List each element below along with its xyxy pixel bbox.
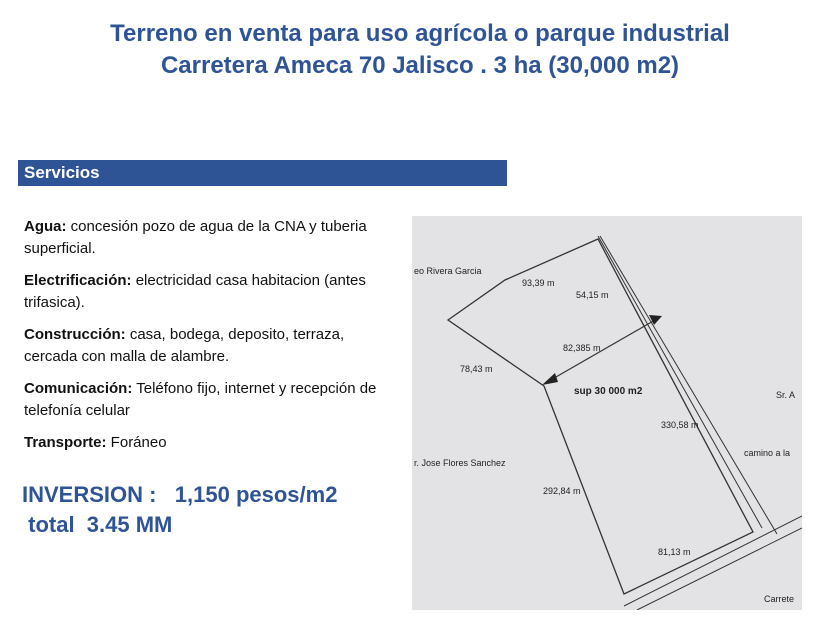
service-transporte bbox=[24, 432, 394, 454]
dimension-left: 292,84 m bbox=[543, 486, 581, 496]
service-electrificacion bbox=[24, 270, 394, 314]
service-text: electricidad casa habitacion (antes trifasica). bbox=[24, 272, 366, 311]
service-text: Foráneo bbox=[106, 434, 167, 451]
investment-total: total 3.45 MM bbox=[22, 512, 173, 537]
dimension-left-upper: 78,43 m bbox=[460, 364, 493, 374]
dimension-top: 93,39 m bbox=[522, 278, 555, 288]
arrow-head bbox=[649, 315, 662, 325]
dimension-top-right: 54,15 m bbox=[576, 290, 609, 300]
title-line-2: Carretera Ameca 70 Jalisco . 3 ha (30,000 m2) bbox=[160, 52, 680, 79]
bottom-road-label: Carrete bbox=[764, 594, 795, 604]
service-text: Teléfono fijo, internet y recepción de telefonía celular bbox=[24, 380, 377, 419]
property-plan-image bbox=[412, 216, 802, 610]
service-agua bbox=[24, 216, 394, 260]
neighbor-left-label: r. Jose Flores Sanchez bbox=[414, 458, 506, 468]
title-line-1: Terreno en venta para uso agrícola o parque industrial bbox=[110, 20, 730, 47]
page-title bbox=[0, 18, 840, 82]
dimension-bottom: 81,13 m bbox=[658, 547, 691, 557]
investment-price: INVERSION : 1,150 pesos/m2 bbox=[22, 482, 338, 507]
service-label: Electrificación: bbox=[24, 272, 132, 289]
service-label: Agua: bbox=[24, 218, 67, 235]
service-construccion bbox=[24, 324, 394, 368]
section-header-servicios: Servicios bbox=[18, 160, 507, 186]
service-label: Transporte: bbox=[24, 434, 107, 451]
services-list bbox=[24, 216, 394, 464]
service-label: Construcción: bbox=[24, 326, 126, 343]
road-line bbox=[598, 236, 762, 528]
neighbor-top-label: eo Rivera Garcia bbox=[414, 266, 482, 276]
service-label: Comunicación: bbox=[24, 380, 133, 397]
neighbor-right-label: Sr. A bbox=[776, 390, 796, 400]
service-comunicacion bbox=[24, 378, 394, 422]
dimension-right: 330,58 m bbox=[661, 420, 699, 430]
dimension-diagonal: 82,385 m bbox=[563, 343, 601, 353]
investment-block bbox=[22, 480, 337, 540]
plot-plan-drawing bbox=[412, 216, 802, 610]
arrow-head bbox=[542, 373, 558, 385]
service-text: casa, bodega, deposito, terraza, cercada con malla de alambre. bbox=[24, 326, 345, 365]
area-label: sup 30 000 m2 bbox=[574, 386, 643, 397]
road-line bbox=[624, 516, 802, 606]
road-label: camino a la bbox=[744, 448, 791, 458]
service-text: concesión pozo de agua de la CNA y tuberia superficial. bbox=[24, 218, 367, 257]
road-line bbox=[600, 236, 777, 534]
